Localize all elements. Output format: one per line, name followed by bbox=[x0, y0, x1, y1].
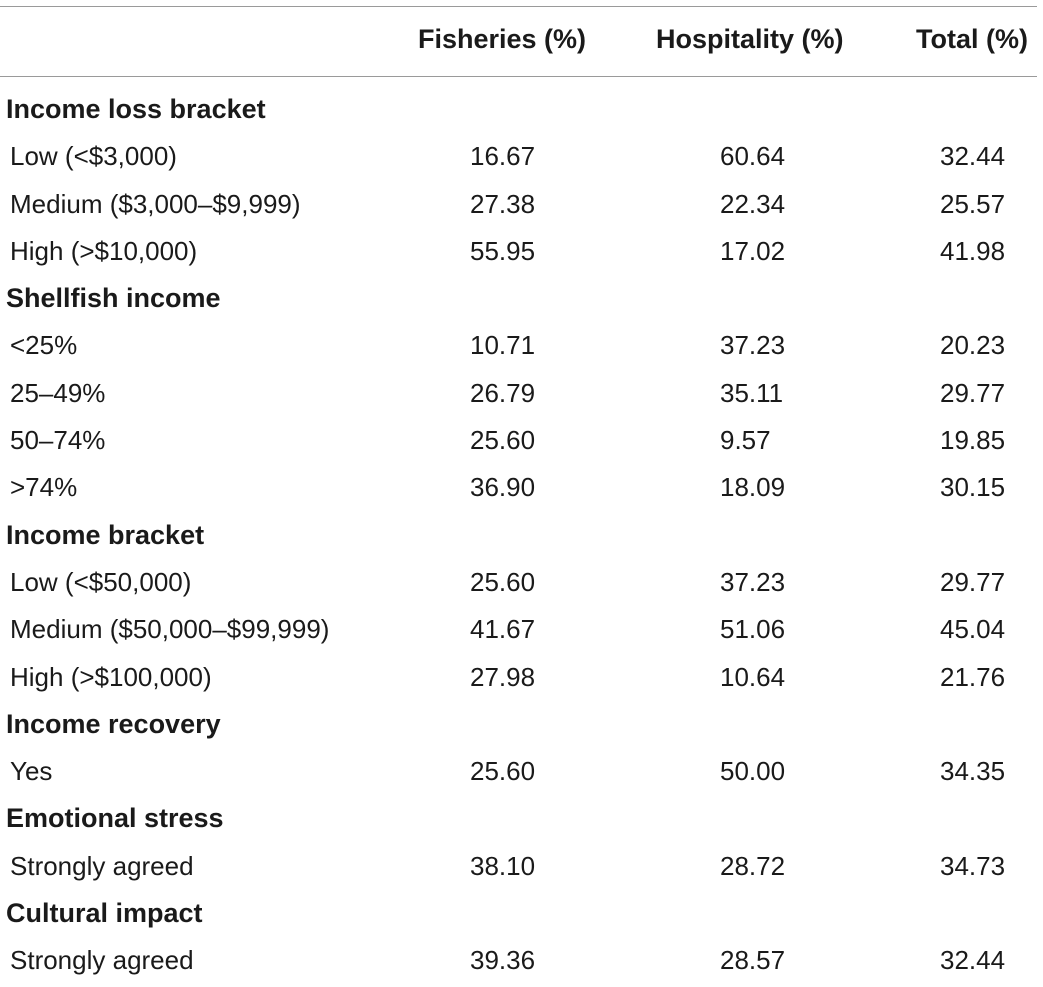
hospitality-value: 50.00 bbox=[720, 756, 786, 787]
section-title: Income bracket bbox=[6, 519, 205, 550]
section-title: Income loss bracket bbox=[6, 94, 266, 124]
section-title: Shellfish income bbox=[6, 283, 221, 314]
section-heading-row bbox=[0, 892, 1043, 939]
row-label: <25% bbox=[10, 330, 78, 361]
fisheries-value: 26.79 bbox=[470, 377, 536, 408]
table-row bbox=[0, 466, 1043, 513]
table-row bbox=[0, 419, 1043, 466]
hospitality-value: 9.57 bbox=[720, 425, 771, 456]
fisheries-value: 55.95 bbox=[470, 235, 536, 266]
total-value: 41.98 bbox=[940, 235, 1006, 266]
fisheries-value: 25.60 bbox=[470, 566, 536, 597]
fisheries-value: 16.67 bbox=[470, 141, 536, 172]
total-value: 29.77 bbox=[940, 566, 1006, 597]
hospitality-value: 37.23 bbox=[720, 330, 786, 361]
section-heading-row bbox=[0, 797, 1043, 844]
hospitality-value: 17.02 bbox=[720, 235, 786, 266]
row-label: High (>$100,000) bbox=[10, 661, 212, 692]
section-heading-row bbox=[0, 88, 1043, 135]
total-value: 25.57 bbox=[940, 188, 1006, 219]
hospitality-value: 22.34 bbox=[720, 188, 786, 219]
fisheries-value: 10.71 bbox=[470, 330, 536, 361]
section-title: Emotional stress bbox=[6, 803, 224, 834]
section-heading-row bbox=[0, 514, 1043, 561]
hospitality-value: 60.64 bbox=[720, 141, 786, 172]
section-heading-row bbox=[0, 703, 1043, 750]
row-label: Low (<$3,000) bbox=[10, 141, 177, 172]
row-label: Low (<$50,000) bbox=[10, 566, 192, 597]
table-row bbox=[0, 561, 1043, 608]
table-row bbox=[0, 656, 1043, 703]
fisheries-value: 41.67 bbox=[470, 614, 536, 645]
total-value: 21.76 bbox=[940, 661, 1006, 692]
total-value: 29.77 bbox=[940, 377, 1006, 408]
table-header bbox=[0, 24, 1043, 64]
total-value: 45.04 bbox=[940, 614, 1006, 645]
table-row bbox=[0, 183, 1043, 230]
table-row bbox=[0, 750, 1043, 797]
hospitality-value: 37.23 bbox=[720, 566, 786, 597]
row-label: 25–49% bbox=[10, 377, 106, 408]
section-title: Cultural impact bbox=[6, 898, 203, 929]
table-row bbox=[0, 939, 1043, 986]
row-label: Medium ($50,000–$99,999) bbox=[10, 614, 330, 645]
table-row bbox=[0, 230, 1043, 277]
header-total: Total (%) bbox=[916, 24, 1028, 54]
total-value: 32.44 bbox=[940, 945, 1006, 976]
table-row bbox=[0, 845, 1043, 892]
row-label: >74% bbox=[10, 472, 78, 503]
fisheries-value: 25.60 bbox=[470, 425, 536, 456]
row-label: 50–74% bbox=[10, 425, 106, 456]
hospitality-value: 28.57 bbox=[720, 945, 786, 976]
row-label: High (>$10,000) bbox=[10, 235, 198, 266]
fisheries-value: 27.38 bbox=[470, 188, 536, 219]
total-value: 34.35 bbox=[940, 756, 1006, 787]
table-row bbox=[0, 608, 1043, 655]
total-value: 20.23 bbox=[940, 330, 1006, 361]
hospitality-value: 28.72 bbox=[720, 850, 786, 881]
header-rule bbox=[0, 76, 1037, 77]
section-heading-row bbox=[0, 277, 1043, 324]
fisheries-value: 36.90 bbox=[470, 472, 536, 503]
table-row bbox=[0, 372, 1043, 419]
total-value: 34.73 bbox=[940, 850, 1006, 881]
header-hospitality: Hospitality (%) bbox=[656, 24, 844, 54]
hospitality-value: 51.06 bbox=[720, 614, 786, 645]
top-rule bbox=[0, 6, 1037, 7]
fisheries-value: 39.36 bbox=[470, 945, 536, 976]
total-value: 30.15 bbox=[940, 472, 1006, 503]
row-label: Strongly agreed bbox=[10, 945, 194, 976]
table-body bbox=[0, 88, 1043, 987]
table-row bbox=[0, 324, 1043, 371]
row-label: Medium ($3,000–$9,999) bbox=[10, 188, 301, 219]
total-value: 32.44 bbox=[940, 141, 1006, 172]
section-title: Income recovery bbox=[6, 708, 221, 739]
total-value: 19.85 bbox=[940, 425, 1006, 456]
table-row bbox=[0, 135, 1043, 182]
row-label: Strongly agreed bbox=[10, 850, 194, 881]
row-label: Yes bbox=[10, 756, 53, 787]
fisheries-value: 38.10 bbox=[470, 850, 536, 881]
hospitality-value: 10.64 bbox=[720, 661, 786, 692]
header-fisheries: Fisheries (%) bbox=[418, 24, 587, 54]
hospitality-value: 35.11 bbox=[720, 377, 784, 408]
fisheries-value: 27.98 bbox=[470, 661, 536, 692]
hospitality-value: 18.09 bbox=[720, 472, 786, 503]
fisheries-value: 25.60 bbox=[470, 756, 536, 787]
